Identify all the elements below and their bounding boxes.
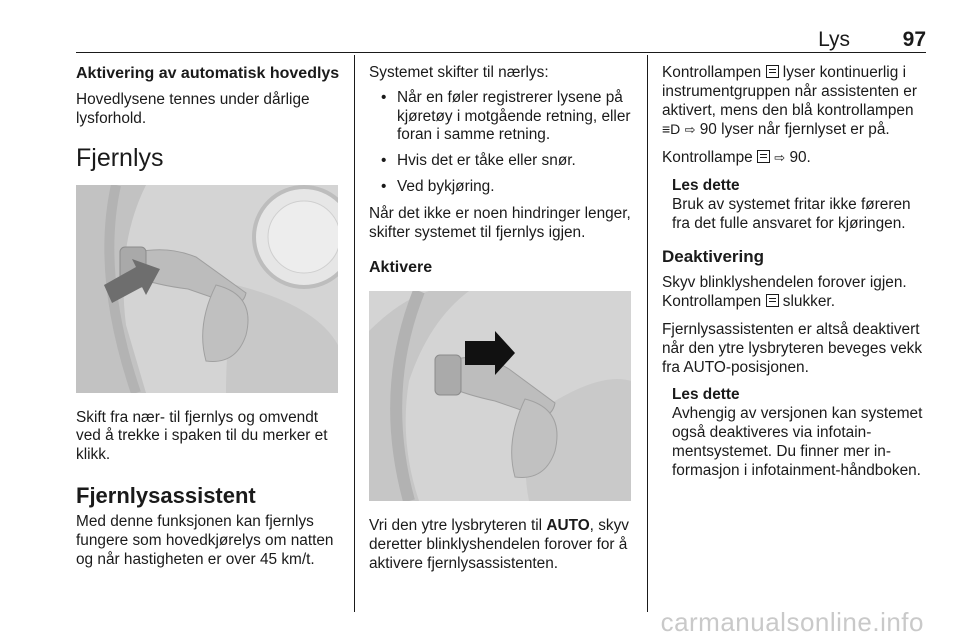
para-auto-headlights: Hovedlysene tennes under dårlige lysforhold. [76,91,310,127]
note-label: Les dette [672,176,740,194]
para-indicator-lamp [662,64,930,140]
section-title: Lys [818,28,850,51]
auto-high-beam-lamp-icon [766,65,779,78]
high-beam-lamp-icon: ≡D [662,121,681,138]
page-ref[interactable]: 90 [699,121,717,139]
header-rule [76,52,926,53]
note-text: Bruk av systemet fritar ikke føreren fra det fulle ansvaret for kjøringen. [672,195,911,232]
list-item: • Ved bykjøring. [369,178,633,197]
para-deactivate [662,274,930,312]
text-fragment: Skyv blinklyshendelen forover igjen. [662,274,907,292]
page-reference-arrow-icon: ⇨ [684,122,696,138]
caption-activate [369,517,633,573]
text-fragment: Kontrollampe [662,149,757,167]
figure-high-beam-lever [76,185,338,393]
heading-auto-headlights: Aktivering av automatisk hovedlys [76,65,340,82]
heading-high-beam: Fjernlys [76,143,164,172]
caption-text: Vri den ytre lysbryteren til [369,517,547,535]
list-item: • Hvis det er tåke eller snør. [369,152,633,171]
note-text: Avhengig av versjonen kan systemet også deaktiveres via infotainmentsystemet. Du finner mer informasjon i infotainment-håndboken. [672,405,923,479]
column-3 [662,64,930,489]
para-returns-high-beam: Når det ikke er noen hindringer lenger, skifter systemet til fjernlys igjen. [369,204,631,241]
note-label: Les dette [672,386,740,404]
auto-high-beam-lamp-icon [766,294,779,307]
para-indicator-ref [662,149,930,168]
para-high-beam: Skift fra nær- til fjernlys og omvendt ved å trekke i spaken til du merker et klikk. [76,408,328,464]
page-number: 97 [902,28,926,51]
caption-text-end: , skyv deretter blinklyshendelen forover for å aktivere fjernlysassistenten. [369,517,630,572]
para-high-beam-assist: Med denne funksjonen kan fjernlys fungere som hovedkjørelys om natten og når hastigheten er over 45 km/t. [76,512,334,568]
heading-high-beam-assist: Fjernlysassistent [76,482,256,508]
text-fragment: slukker. [778,293,835,311]
page-reference-arrow-icon: ⇨ [774,150,786,166]
column-divider-1 [354,55,355,612]
watermark: carmanualsonline.info [660,607,924,637]
text-fragment: lyser kontinuerlig i instrumentgruppen når assistenten er aktivert, mens den blå kontrollampen [662,64,917,119]
list-low-beam-conditions [369,89,633,197]
page-header [76,28,926,50]
para-system-low-beam: Systemet skifter til nærlys: [369,64,549,81]
text-fragment: Kontrollampen [662,293,766,311]
auto-high-beam-lamp-icon [757,150,770,163]
heading-activate: Aktivere [369,259,433,277]
text-fragment: lyser når fjernlyset er på. [716,121,890,139]
text-fragment: Kontrollampen [662,64,766,81]
list-item: • Når en føler registrerer lysene på kjøretøy i motgående retning, eller foran i samme retning. [369,89,633,145]
column-1 [76,64,340,578]
note-infotainment [672,386,930,480]
auto-label: AUTO [546,517,590,535]
column-divider-2 [647,55,648,612]
page-ref[interactable]: 90. [789,149,811,167]
figure-activate-lever [369,291,631,501]
column-2 [369,64,633,583]
note-responsibility [672,177,930,233]
heading-deactivate: Deaktivering [662,247,765,267]
para-deactivated-auto: Fjernlysassistenten er altså deaktivert når den ytre lysbryteren beveges vekk fra AUTO-posisjonen. [662,320,923,376]
